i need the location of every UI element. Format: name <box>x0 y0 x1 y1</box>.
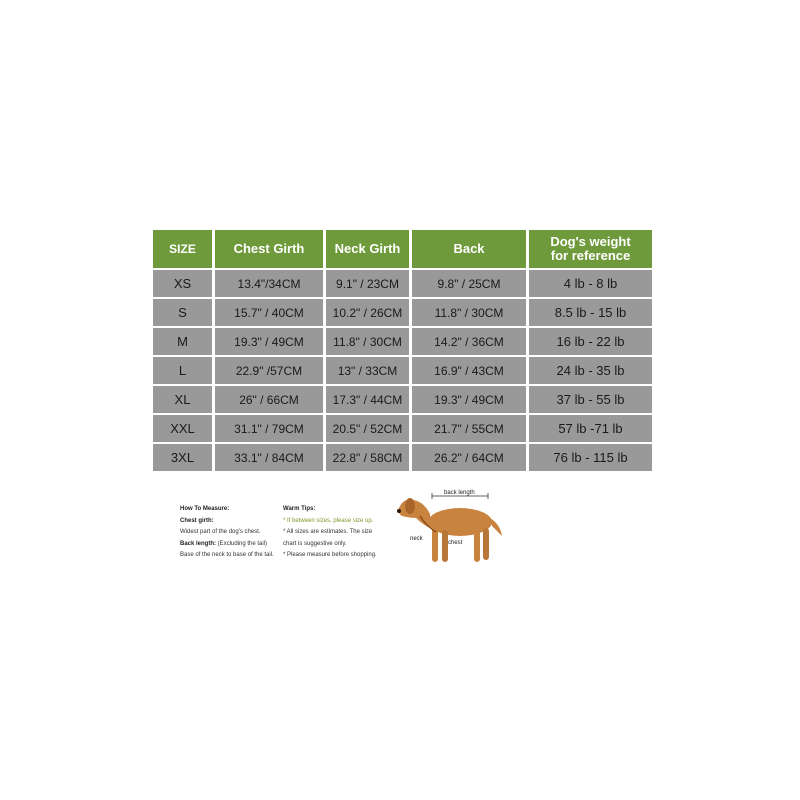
warm-tips-title: Warm Tips: <box>283 506 316 512</box>
chest-cell: 19.3" / 49CM <box>215 328 323 355</box>
header-dog-weight <box>529 230 652 268</box>
how-to-measure <box>180 504 274 562</box>
tip-measure-first: * Please measure before shopping. <box>283 552 377 558</box>
weight-cell: 76 lb - 115 lb <box>529 444 652 471</box>
dog-icon <box>397 498 502 562</box>
tip-estimates-line1: * All sizes are estimates. The size <box>283 529 373 535</box>
back-cell: 19.3" / 49CM <box>412 386 526 413</box>
size-cell: XS <box>153 270 212 297</box>
weight-cell: 24 lb - 35 lb <box>529 357 652 384</box>
header-weight-line1: Dog's weight <box>550 234 631 249</box>
header-neck-girth: Neck Girth <box>326 230 409 268</box>
back-length-note: (Excluding the tail) <box>217 540 268 547</box>
size-cell: XXL <box>153 415 212 442</box>
chest-label-dog: chest <box>448 540 463 546</box>
neck-cell: 22.8" / 58CM <box>326 444 409 471</box>
weight-cell: 16 lb - 22 lb <box>529 328 652 355</box>
neck-label-dog: neck <box>410 536 423 542</box>
back-cell: 11.8" / 30CM <box>412 299 526 326</box>
chest-cell: 22.9" /57CM <box>215 357 323 384</box>
header-weight-line2: for reference <box>550 248 631 263</box>
chest-cell: 31.1" / 79CM <box>215 415 323 442</box>
size-chart-table <box>150 228 655 473</box>
back-length-label-dog: back length <box>444 490 475 496</box>
neck-cell: 17.3" / 44CM <box>326 386 409 413</box>
size-cell: XL <box>153 386 212 413</box>
neck-cell: 13" / 33CM <box>326 357 409 384</box>
back-length-line <box>180 539 274 551</box>
back-cell: 16.9" / 43CM <box>412 357 526 384</box>
back-length-desc: Base of the neck to base of the tail. <box>180 552 274 558</box>
tip-estimates-line2: chart is suggestive only. <box>283 540 347 547</box>
chest-cell: 26" / 66CM <box>215 386 323 413</box>
table-row <box>153 386 652 413</box>
table-row <box>153 444 652 471</box>
header-size: SIZE <box>153 230 212 268</box>
size-cell: S <box>153 299 212 326</box>
weight-cell: 4 lb - 8 lb <box>529 270 652 297</box>
back-cell: 9.8" / 25CM <box>412 270 526 297</box>
back-cell: 14.2" / 36CM <box>412 328 526 355</box>
weight-cell: 57 lb -71 lb <box>529 415 652 442</box>
dog-measure-illustration <box>380 484 510 576</box>
header-chest-girth: Chest Girth <box>215 230 323 268</box>
table-body <box>153 270 652 471</box>
neck-cell: 9.1" / 23CM <box>326 270 409 297</box>
neck-cell: 20.5" / 52CM <box>326 415 409 442</box>
weight-cell: 37 lb - 55 lb <box>529 386 652 413</box>
back-cell: 21.7" / 55CM <box>412 415 526 442</box>
table-row <box>153 299 652 326</box>
size-cell: L <box>153 357 212 384</box>
chest-cell: 15.7" / 40CM <box>215 299 323 326</box>
neck-cell: 11.8" / 30CM <box>326 328 409 355</box>
chest-cell: 33.1" / 84CM <box>215 444 323 471</box>
header-back: Back <box>412 230 526 268</box>
table-row <box>153 328 652 355</box>
chest-cell: 13.4"/34CM <box>215 270 323 297</box>
chest-girth-label: Chest girth: <box>180 517 214 524</box>
weight-cell: 8.5 lb - 15 lb <box>529 299 652 326</box>
neck-cell: 10.2" / 26CM <box>326 299 409 326</box>
table-header-row <box>153 230 652 268</box>
measure-title: How To Measure: <box>180 506 230 512</box>
table-row <box>153 270 652 297</box>
back-length-label: Back length: <box>180 540 217 547</box>
warm-tips <box>283 504 377 562</box>
table-row <box>153 415 652 442</box>
back-cell: 26.2" / 64CM <box>412 444 526 471</box>
tip-size-up: * If between sizes, please size up. <box>283 517 374 524</box>
table-row <box>153 357 652 384</box>
size-cell: 3XL <box>153 444 212 471</box>
size-cell: M <box>153 328 212 355</box>
chest-girth-desc: Widest part of the dog's chest. <box>180 529 261 535</box>
